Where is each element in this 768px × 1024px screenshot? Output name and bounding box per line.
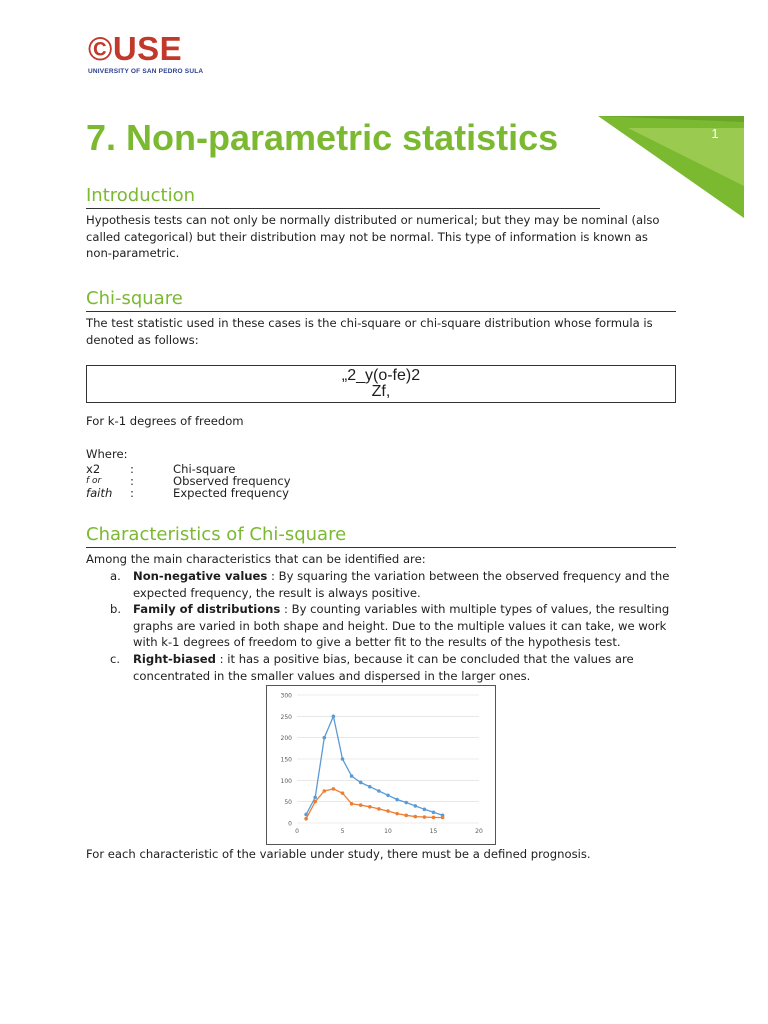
data-point (414, 804, 418, 808)
x-tick-label: 15 (429, 828, 438, 835)
list-term: Non-negative values (133, 569, 268, 583)
data-point (341, 791, 345, 795)
degrees-of-freedom: For k-1 degrees of freedom (86, 414, 244, 428)
section-heading-chi-square: Chi-square (86, 288, 183, 309)
data-point (332, 787, 336, 791)
formula-line-2: Zf, (371, 383, 391, 400)
x-tick-label: 10 (384, 828, 392, 835)
data-point (432, 811, 436, 815)
list-separator: : (215, 652, 228, 666)
where-label: Where: (86, 447, 128, 461)
data-point (377, 807, 381, 811)
data-point (423, 808, 427, 812)
data-point (368, 805, 372, 809)
chi-square-chart (266, 685, 496, 845)
definition-symbol: x2 (86, 462, 101, 476)
closing-paragraph: For each characteristic of the variable under study, there must be a defined prognosis. (86, 847, 591, 861)
x-tick-label: 5 (340, 828, 345, 835)
y-tick-label: 0 (288, 820, 292, 828)
y-tick-label: 150 (280, 756, 292, 764)
data-point (359, 803, 363, 807)
definition-text: Observed frequency (173, 474, 291, 488)
series-line (306, 716, 443, 815)
list-text: it has a positive bias, because it can be concluded that the values are concentrated in the smaller values and dispersed in the larger ones. (133, 652, 634, 683)
section-heading-characteristics: Characteristics of Chi-square (86, 524, 347, 545)
list-marker: a. (110, 569, 121, 583)
data-point (359, 781, 363, 785)
definition-colon: : (130, 486, 134, 500)
data-point (432, 816, 436, 820)
data-point (350, 802, 354, 806)
section-rule (86, 208, 600, 209)
definition-text: Expected frequency (173, 486, 289, 500)
data-point (304, 817, 308, 821)
data-point (386, 793, 390, 797)
data-point (350, 774, 354, 778)
definition-colon: : (130, 474, 134, 488)
definition-symbol: faith (86, 486, 113, 500)
definition-symbol: f or (86, 476, 102, 486)
list-marker: b. (110, 602, 122, 616)
data-point (404, 801, 408, 805)
section-rule (86, 311, 676, 312)
data-point (323, 736, 327, 740)
definition-colon: : (130, 462, 134, 476)
formula-box (86, 365, 676, 403)
university-logo (88, 32, 203, 75)
data-point (404, 814, 408, 818)
characteristics-intro: Among the main characteristics that can be identified are: (86, 552, 426, 566)
intro-paragraph: Hypothesis tests can not only be normally distributed or numerical; but they may be nominal (also called categorical) but their distribution may not be normal. This type of information is known as non-parametric. (86, 213, 660, 260)
data-point (423, 815, 427, 819)
y-tick-label: 250 (280, 713, 292, 721)
list-separator: : (280, 602, 292, 616)
section-heading-introduction: Introduction (86, 185, 196, 206)
list-term: Right-biased (133, 652, 216, 666)
x-tick-label: 20 (475, 828, 483, 835)
list-item (86, 651, 676, 684)
y-tick-label: 300 (280, 692, 292, 700)
data-point (332, 715, 336, 719)
data-point (368, 785, 372, 789)
data-point (441, 816, 445, 820)
formula-line-1: „2_y(o-fe)2 (341, 367, 421, 384)
series-line (306, 789, 443, 819)
data-point (313, 796, 317, 800)
data-point (313, 800, 317, 804)
list-separator: : (267, 569, 279, 583)
y-tick-label: 100 (280, 777, 292, 785)
chi-paragraph: The test statistic used in these cases is the chi-square or chi-square distribution whose formula is denoted as follows: (86, 316, 653, 347)
data-point (377, 789, 381, 793)
data-point (414, 815, 418, 819)
data-point (341, 757, 345, 761)
y-tick-label: 50 (284, 799, 292, 807)
list-item (86, 601, 676, 651)
page-title: 7. Non-parametric statistics (86, 117, 559, 158)
logo-mark: ©USE (88, 30, 183, 67)
list-text: By squaring the variation between the observed frequency and the expected frequency, the result is always positive. (133, 569, 670, 600)
section-rule (86, 547, 676, 548)
data-point (386, 809, 390, 813)
list-term: Family of distributions (133, 602, 281, 616)
data-point (395, 812, 399, 816)
y-tick-label: 200 (280, 735, 292, 743)
data-point (395, 798, 399, 802)
list-marker: c. (110, 652, 121, 666)
x-tick-label: 0 (295, 828, 299, 835)
definition-text: Chi-square (173, 462, 236, 476)
list-item (86, 568, 676, 601)
page-number: 1 (711, 126, 719, 141)
list-text: By counting variables with multiple types of values, the resulting graphs are varied in both shape and height. Due to the multiple values it can take, we work with k-1 degrees of freedom to give a better fit to the results of the hypothesis test. (133, 602, 670, 649)
logo-subtitle: UNIVERSITY OF SAN PEDRO SULA (88, 68, 204, 75)
chart-svg (267, 686, 495, 844)
data-point (323, 789, 327, 793)
